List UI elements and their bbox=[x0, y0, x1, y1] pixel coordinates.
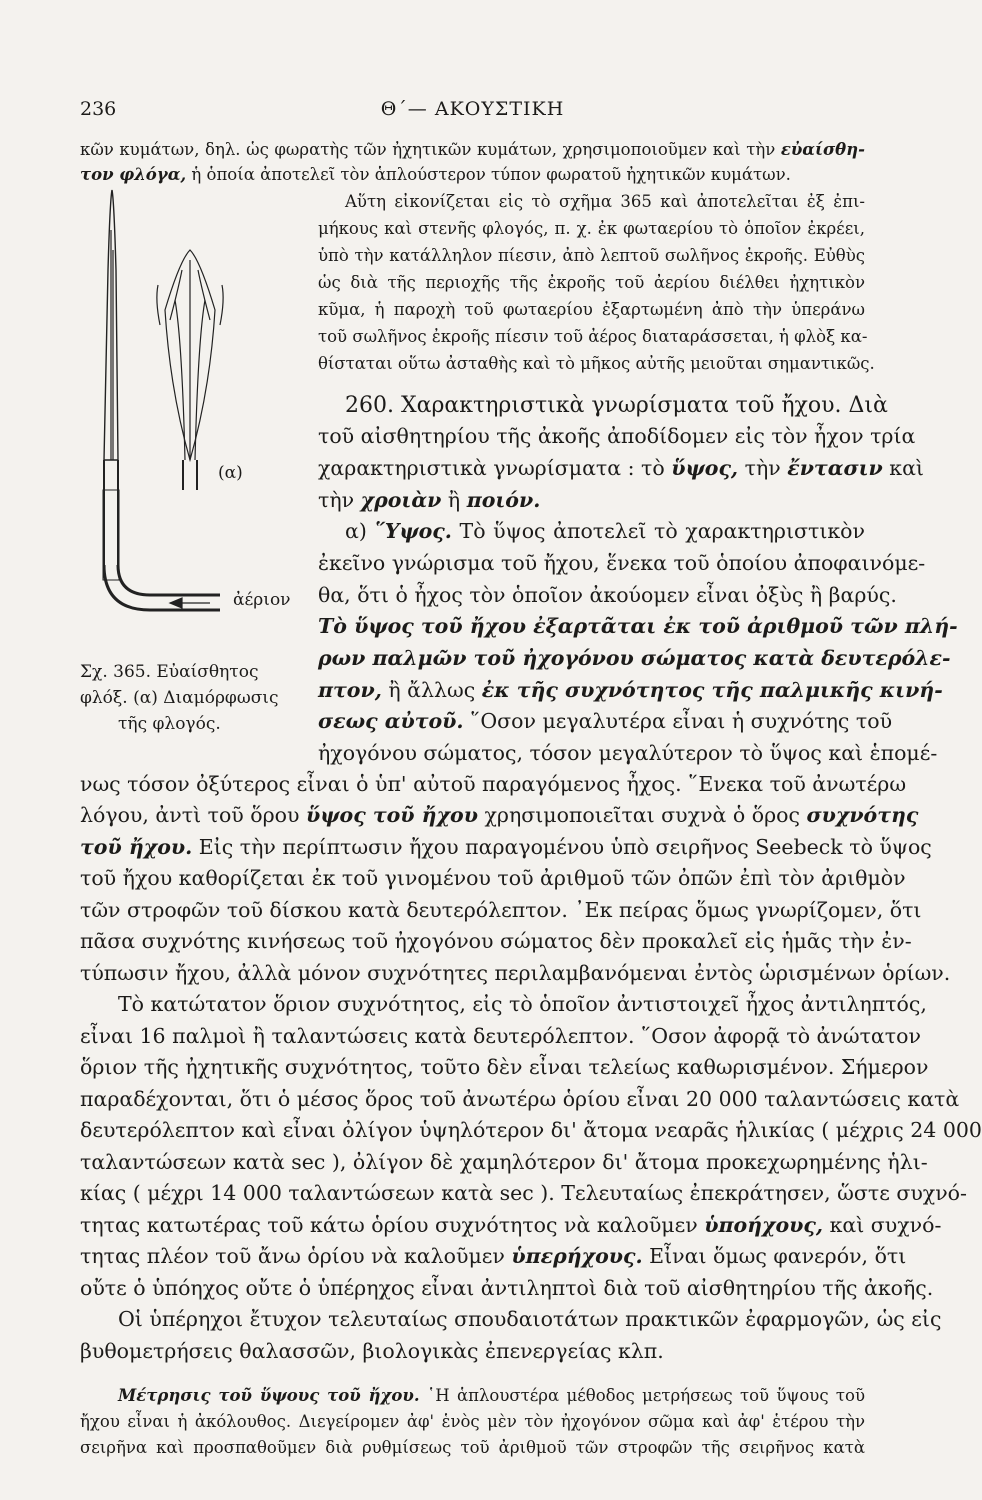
section-title: 260. Χαρακτηριστικὰ γνωρίσματα τοῦ ἤχου. bbox=[345, 393, 842, 418]
running-title: Θ΄— ΑΚΟΥΣΤΙΚΗ bbox=[380, 98, 565, 120]
measure-line: Μέτρησις τοῦ ὕψους τοῦ ἤχου. ῾Η ἁπλουστέρα μέθοδος μετρήσεως τοῦ ὕψους τοῦ bbox=[118, 1386, 865, 1405]
body-line: τητας κατωτέρας τοῦ κάτω ὁρίου συχνότητος νὰ καλοῦμεν ὑποήχους, καὶ συχνό- bbox=[80, 1213, 942, 1237]
intro-line: θίσταται οὕτω ἀσταθὴς καὶ τὸ μῆκος αὐτῆς μειοῦται σημαντικῶς. bbox=[318, 354, 875, 373]
body-line: τῶν στροφῶν τοῦ δίσκου κατὰ δευτερόλεπτον. ᾿Εκ πείρας ὅμως γνωρίζομεν, ὅτι bbox=[80, 898, 922, 922]
body-line: τοῦ ἤχου. Εἰς τὴν περίπτωσιν ἤχου παραγομένου ὑπὸ σειρῆνος Seebeck τὸ ὕψος bbox=[80, 835, 932, 859]
section-line: ἠχογόνου σώματος, τόσον μεγαλύτερον τὸ ὕψος καὶ ἑπομέ- bbox=[318, 741, 938, 765]
section-heading-line: 260. Χαρακτηριστικὰ γνωρίσματα τοῦ ἤχου. Διὰ bbox=[345, 393, 888, 418]
section-line: τὴν χροιὰν ἢ ποιόν. bbox=[318, 488, 541, 512]
body-line: νως τόσον ὀξύτερος εἶναι ὁ ὑπ' αὐτοῦ παραγόμενος ἦχος. ῞Ενεκα τοῦ ἀνωτέρω bbox=[80, 772, 907, 796]
body-line: ταλαντώσεων κατὰ sec ), ὀλίγον δὲ χαμηλότερον δι' ἄτομα προκεχωρημένης ἡλι- bbox=[80, 1150, 928, 1174]
figure-label-gas: ἀέριον bbox=[233, 590, 291, 610]
section-line: ἐκεῖνο γνώρισμα τοῦ ἤχου, ἕνεκα τοῦ ὁποίου ἀποφαινόμε- bbox=[318, 551, 926, 575]
figure-caption-line: φλόξ. (α) Διαμόρφωσις bbox=[80, 688, 279, 708]
section-line: θα, ὅτι ὁ ἦχος τὸν ὁποῖον ἀκούομεν εἶναι ὀξὺς ἢ βαρύς. bbox=[318, 583, 897, 607]
body-line: Οἱ ὑπέρηχοι ἔτυχον τελευταίως σπουδαιοτάτων πρακτικῶν ἐφαρμογῶν, ὡς εἰς bbox=[118, 1307, 942, 1331]
body-line: τητας πλέον τοῦ ἄνω ὁρίου νὰ καλοῦμεν ὑπερήχους. Εἶναι ὅμως φανερόν, ὅτι bbox=[80, 1244, 907, 1268]
intro-line: τοῦ σωλῆνος ἐκροῆς πίεσιν τοῦ ἀέρος διαταράσσεται, ἡ φλὸξ κα- bbox=[318, 327, 868, 346]
intro-line: ὡς διὰ τῆς περιοχῆς τῆς ἐκροῆς τοῦ ἀερίου διέλθει ἠχητικὸν bbox=[318, 273, 865, 292]
measure-line: ἤχου εἶναι ἡ ἀκόλουθος. Διεγείρομεν ἀφ' ἑνὸς μὲν τὸν ἠχογόνον σῶμα καὶ ἀφ' ἑτέρου τὴν bbox=[80, 1412, 865, 1431]
body-line: τύπωσιν ἤχου, ἀλλὰ μόνον συχνότητες περιλαμβανόμεναι ἐντὸς ὡρισμένων ὁρίων. bbox=[80, 961, 951, 985]
body-line: Τὸ κατώτατον ὅριον συχνότητος, εἰς τὸ ὁποῖον ἀντιστοιχεῖ ἦχος ἀντιληπτός, bbox=[118, 992, 927, 1016]
body-line: βυθομετρήσεις θαλασσῶν, βιολογικὰς ἐπενεργείας κλπ. bbox=[80, 1339, 664, 1363]
section-line: Τὸ ὕψος τοῦ ἤχου ἐξαρτᾶται ἐκ τοῦ ἀριθμοῦ τῶν πλή- bbox=[318, 614, 958, 638]
section-line: πτον, ἢ ἄλλως ἐκ τῆς συχνότητος τῆς παλμικῆς κινή- bbox=[318, 678, 943, 702]
body-line: παραδέχονται, ὅτι ὁ μέσος ὅρος τοῦ ἀνωτέρω ὁρίου εἶναι 20 000 ταλαντώσεις κατὰ bbox=[80, 1087, 960, 1111]
body-line: κίας ( μέχρι 14 000 ταλαντώσεων κατὰ sec ). Τελευταίως ἐπεκράτησεν, ὥστε συχνό- bbox=[80, 1181, 967, 1205]
body-line: ὅριον τῆς ἠχητικῆς συχνότητος, τοῦτο δὲν εἶναι τελείως καθωρισμένον. Σήμερον bbox=[80, 1055, 929, 1079]
intro-line: κῦμα, ἡ παροχὴ τοῦ φωταερίου ἐξαρτωμένη ἀπὸ τὴν ὑπεράνω bbox=[318, 300, 865, 319]
intro-line: Αὕτη εἰκονίζεται εἰς τὸ σχῆμα 365 καὶ ἀποτελεῖται ἐξ ἐπι- bbox=[345, 192, 865, 211]
figure-label-a: (α) bbox=[218, 463, 243, 483]
intro-line: τον φλόγα, ἡ ὁποία ἀποτελεῖ τὸν ἁπλούστερον τύπον φωρατοῦ ἠχητικῶν κυμάτων. bbox=[80, 165, 791, 184]
body-line: λόγου, ἀντὶ τοῦ ὅρου ὕψος τοῦ ἤχου χρησιμοποιεῖται συχνὰ ὁ ὅρος συχνότης bbox=[80, 803, 919, 827]
intro-line: μήκους καὶ στενῆς φλογός, π. χ. ἐκ φωταερίου τὸ ὁποῖον ἐκρέει, bbox=[318, 219, 865, 238]
body-line: τοῦ ἤχου καθορίζεται ἐκ τοῦ γινομένου τοῦ ἀριθμοῦ τῶν ὀπῶν ἐπὶ τὸν ἀριθμὸν bbox=[80, 866, 906, 890]
sensitive-flame-figure bbox=[90, 190, 300, 650]
body-line: δευτερόλεπτον καὶ εἶναι ὀλίγον ὑψηλότερον δι' ἄτομα νεαρᾶς ἡλικίας ( μέχρις 24 000 bbox=[80, 1118, 982, 1142]
body-line: οὔτε ὁ ὑπόηχος οὔτε ὁ ὑπέρηχος εἶναι ἀντιληπτοὶ διὰ τοῦ αἰσθητηρίου τῆς ἀκοῆς. bbox=[80, 1276, 934, 1300]
body-line: εἶναι 16 παλμοὶ ἢ ταλαντώσεις κατὰ δευτερόλεπτον. ῞Οσον ἀφορᾷ τὸ ἀνώτατον bbox=[80, 1024, 921, 1048]
figure-caption-line: Σχ. 365. Εὐαίσθητος bbox=[80, 662, 259, 682]
intro-line: ὑπὸ τὴν κατάλληλον πίεσιν, ἀπὸ λεπτοῦ σωλῆνος ἐκροῆς. Εὐθὺς bbox=[318, 246, 865, 265]
figure-caption-line: τῆς φλογός. bbox=[118, 714, 221, 734]
section-line: τοῦ αἰσθητηρίου τῆς ἀκοῆς ἀποδίδομεν εἰς τὸν ἦχον τρία bbox=[318, 424, 916, 448]
page-header bbox=[80, 98, 865, 128]
section-line: χαρακτηριστικὰ γνωρίσματα : τὸ ὕψος, τὴν ἔντασιν καὶ bbox=[318, 456, 924, 480]
section-line: ρων παλμῶν τοῦ ἠχογόνου σώματος κατὰ δευτερόλε- bbox=[318, 646, 951, 670]
intro-line: κῶν κυμάτων, δηλ. ὡς φωρατὴς τῶν ἠχητικῶν κυμάτων, χρησιμοποιοῦμεν καὶ τὴν εὐαίσθη- bbox=[80, 140, 865, 159]
measure-line: σειρῆνα καὶ προσπαθοῦμεν διὰ ρυθμίσεως τοῦ ἀριθμοῦ τῶν στροφῶν τῆς σειρῆνος κατὰ bbox=[80, 1438, 865, 1457]
page-number: 236 bbox=[80, 98, 117, 120]
body-line: πᾶσα συχνότης κινήσεως τοῦ ἠχογόνου σώματος δὲν προκαλεῖ εἰς ἡμᾶς τὴν ἐν- bbox=[80, 929, 912, 953]
section-line: α) ῞Υψος. Τὸ ὕψος ἀποτελεῖ τὸ χαρακτηριστικὸν bbox=[345, 519, 865, 543]
section-line: σεως αὐτοῦ. ῞Οσον μεγαλυτέρα εἶναι ἡ συχνότης τοῦ bbox=[318, 709, 893, 733]
